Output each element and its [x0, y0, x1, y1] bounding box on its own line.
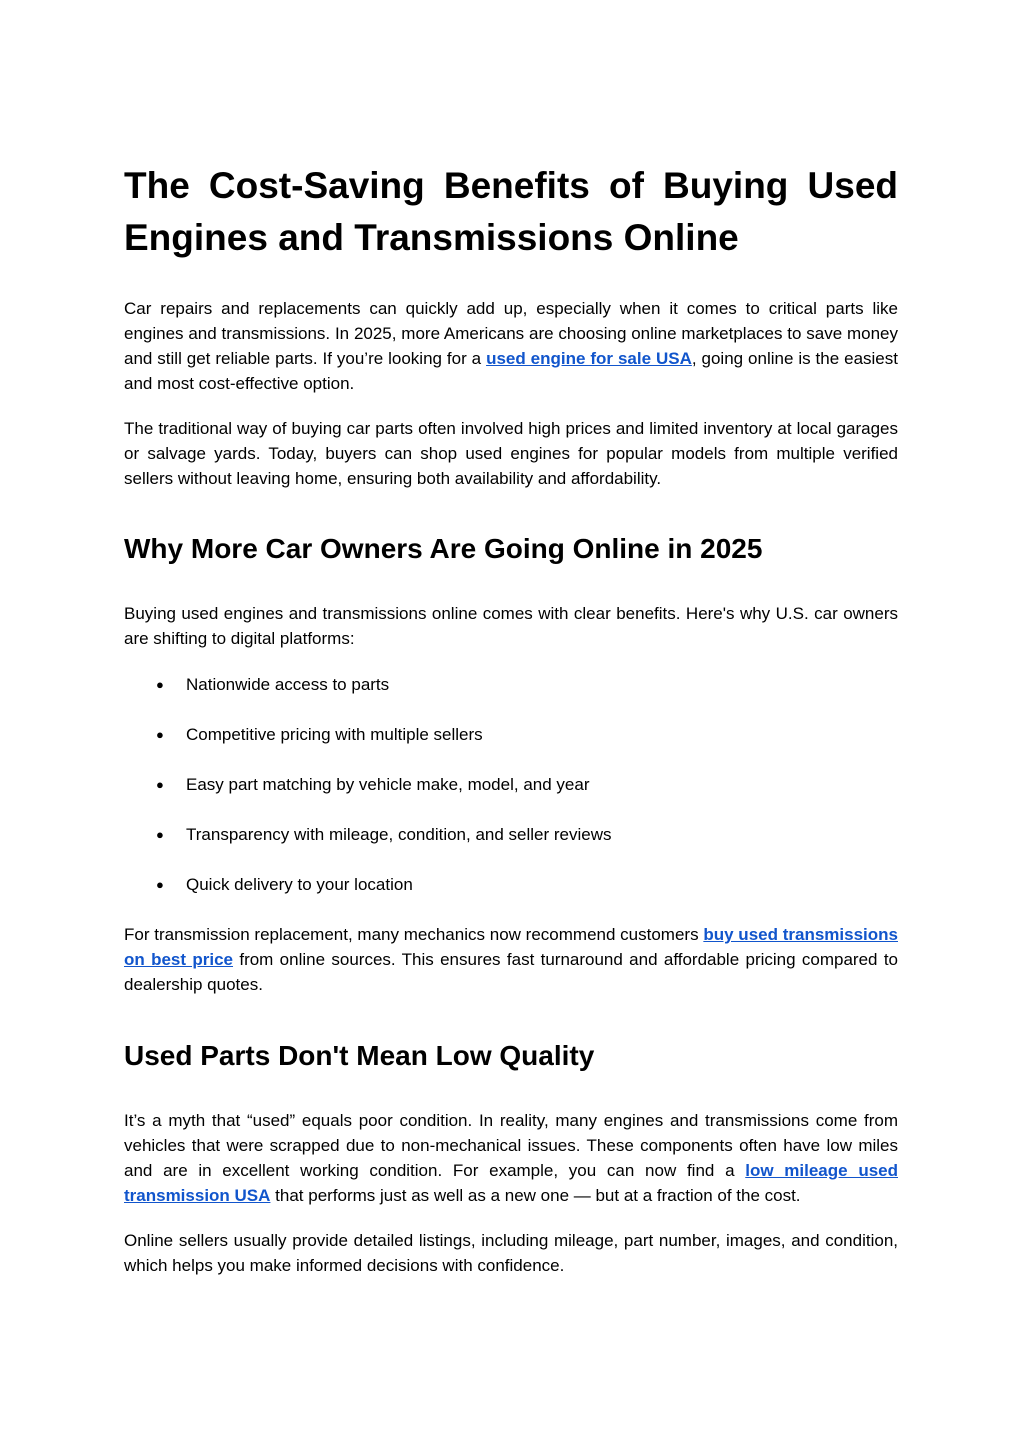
- benefits-list: [124, 672, 898, 897]
- list-item: ● Quick delivery to your location: [124, 872, 898, 897]
- buy-used-transmissions-link[interactable]: buy used transmissions on best price: [124, 925, 898, 969]
- list-item: ● Transparency with mileage, condition, and seller reviews: [124, 822, 898, 847]
- intro-text-2: , going online is the easiest and most cost-effective option.: [124, 349, 898, 393]
- intro-text-1: Car repairs and replacements can quickly add up, especially when it comes to critical parts like engines and transmissions. In 2025, more Americans are choosing online marketplaces to save money and still get reliable parts. If you’re looking for a: [124, 299, 898, 368]
- transmission-text-2: from online sources. This ensures fast turnaround and affordable pricing compared to dealership quotes.: [124, 950, 898, 994]
- quality-text-1: It’s a myth that “used” equals poor condition. In reality, many engines and transmissions come from vehicles that were scrapped due to non-mechanical issues. These components often have low miles and are in excellent working condition. For example, you can now find a: [124, 1111, 898, 1180]
- intro-paragraph-1: [124, 296, 898, 396]
- section-heading-online: Why More Car Owners Are Going Online in 2025: [124, 533, 763, 564]
- document-page: [124, 160, 898, 1278]
- transmission-paragraph: [124, 922, 898, 997]
- list-item: ● Competitive pricing with multiple sellers: [124, 722, 898, 747]
- page-title: The Cost-Saving Benefits of Buying Used Engines and Transmissions Online: [124, 165, 898, 258]
- section-heading-quality: Used Parts Don't Mean Low Quality: [124, 1040, 595, 1071]
- quality-paragraph-1: [124, 1108, 898, 1208]
- list-item: ● Nationwide access to parts: [124, 672, 898, 697]
- low-mileage-transmission-link[interactable]: low mileage used transmission USA: [124, 1161, 898, 1205]
- intro-paragraph-2: The traditional way of buying car parts often involved high prices and limited inventory at local garages or salvage yards. Today, buyers can shop used engines for popular models from multiple verified sellers without leaving home, ensuring both availability and affordability.: [124, 419, 898, 488]
- transmission-text-1: For transmission replacement, many mechanics now recommend customers: [124, 925, 704, 944]
- quality-text-2: that performs just as well as a new one — but at a fraction of the cost.: [270, 1186, 801, 1205]
- used-engine-link[interactable]: used engine for sale USA: [486, 349, 692, 368]
- quality-paragraph-2: Online sellers usually provide detailed listings, including mileage, part number, images, and condition, which helps you make informed decisions with confidence.: [124, 1231, 898, 1275]
- list-item: ● Easy part matching by vehicle make, model, and year: [124, 772, 898, 797]
- section1-lead: Buying used engines and transmissions online comes with clear benefits. Here's why U.S. car owners are shifting to digital platforms:: [124, 604, 898, 648]
